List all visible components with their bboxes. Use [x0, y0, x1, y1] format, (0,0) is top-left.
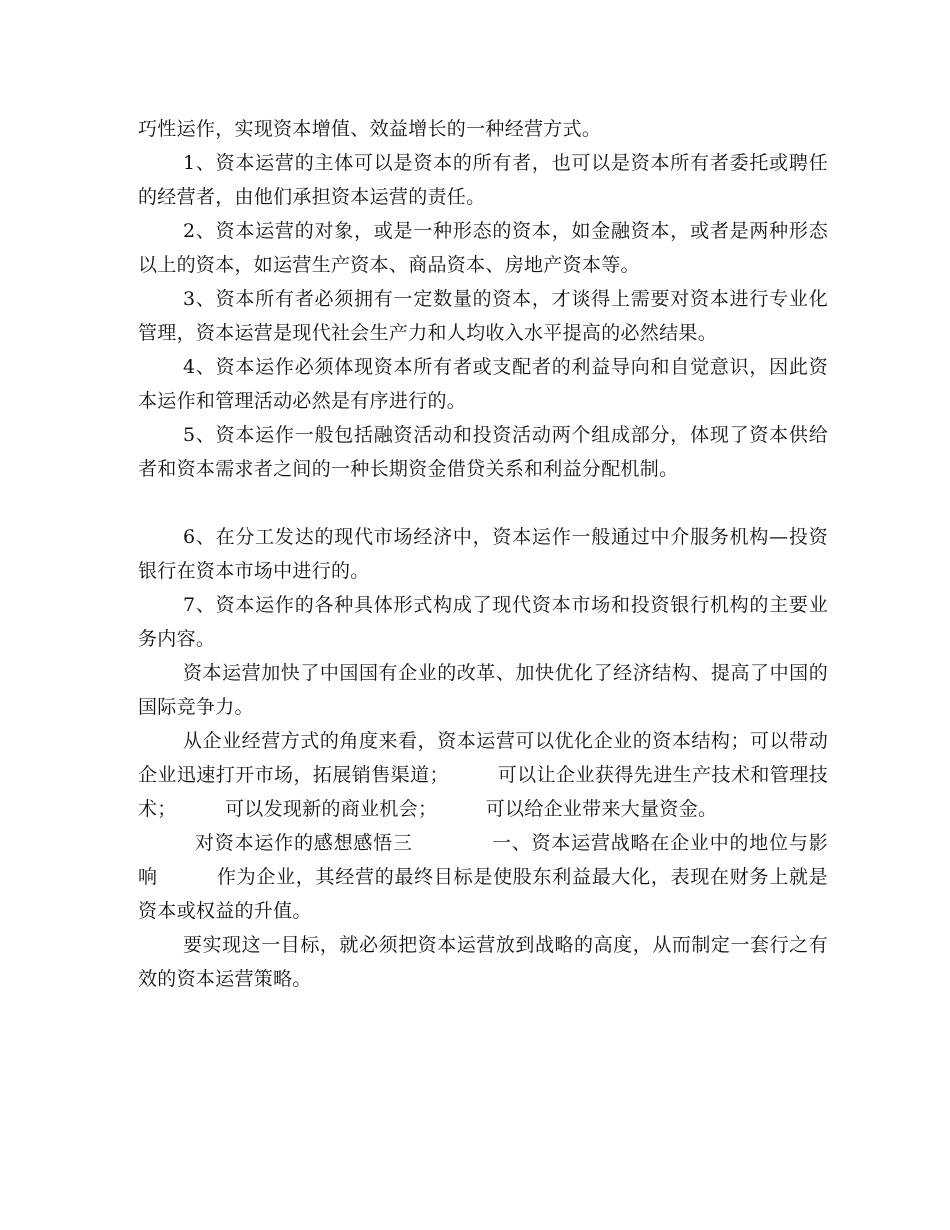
paragraph-point-4: 4、资本运作必须体现资本所有者或支配者的利益导向和自觉意识，因此资本运作和管理活动必然是有序进行的。	[138, 356, 828, 412]
paragraph-point-7: 7、资本运作的各种具体形式构成了现代资本市场和投资银行机构的主要业务内容。	[138, 594, 828, 650]
paragraph-point-5: 5、资本运作一般包括融资活动和投资活动两个组成部分，体现了资本供给者和资本需求者之间的一种长期资金借贷关系和利益分配机制。	[138, 424, 828, 480]
paragraph-reform: 资本运营加快了中国国有企业的改革、加快优化了经济结构、提高了中国的国际竞争力。	[138, 662, 828, 718]
paragraph-point-1: 1、资本运营的主体可以是资本的所有者，也可以是资本所有者委托或聘任的经营者，由他们承担资本运营的责任。	[138, 152, 828, 208]
paragraph-point-2: 2、资本运营的对象，或是一种形态的资本，如金融资本，或者是两种形态以上的资本，如运营生产资本、商品资本、房地产资本等。	[138, 220, 828, 276]
paragraph-section-three: 对资本运作的感想感悟三 一、资本运营战略在企业中的地位与影响 作为企业，其经营的最终目标是使股东利益最大化，表现在财务上就是资本或权益的升值。	[138, 832, 828, 922]
paragraph-point-3: 3、资本所有者必须拥有一定数量的资本，才谈得上需要对资本进行专业化管理，资本运营是现代社会生产力和人均收入水平提高的必然结果。	[138, 288, 828, 344]
paragraph-continuation: 巧性运作，实现资本增值、效益增长的一种经营方式。	[138, 118, 602, 140]
paragraph-business-perspective: 从企业经营方式的角度来看，资本运营可以优化企业的资本结构；可以带动企业迅速打开市场，拓展销售渠道； 可以让企业获得先进生产技术和管理技术； 可以发现新的商业机会； 可以给企业带来大量资金。	[138, 730, 828, 820]
document-body	[138, 112, 828, 996]
paragraph-strategy: 要实现这一目标，就必须把资本运营放到战略的高度，从而制定一套行之有效的资本运营策略。	[138, 934, 828, 990]
paragraph-point-6: 6、在分工发达的现代市场经济中，资本运作一般通过中介服务机构—投资银行在资本市场中进行的。	[138, 526, 828, 582]
